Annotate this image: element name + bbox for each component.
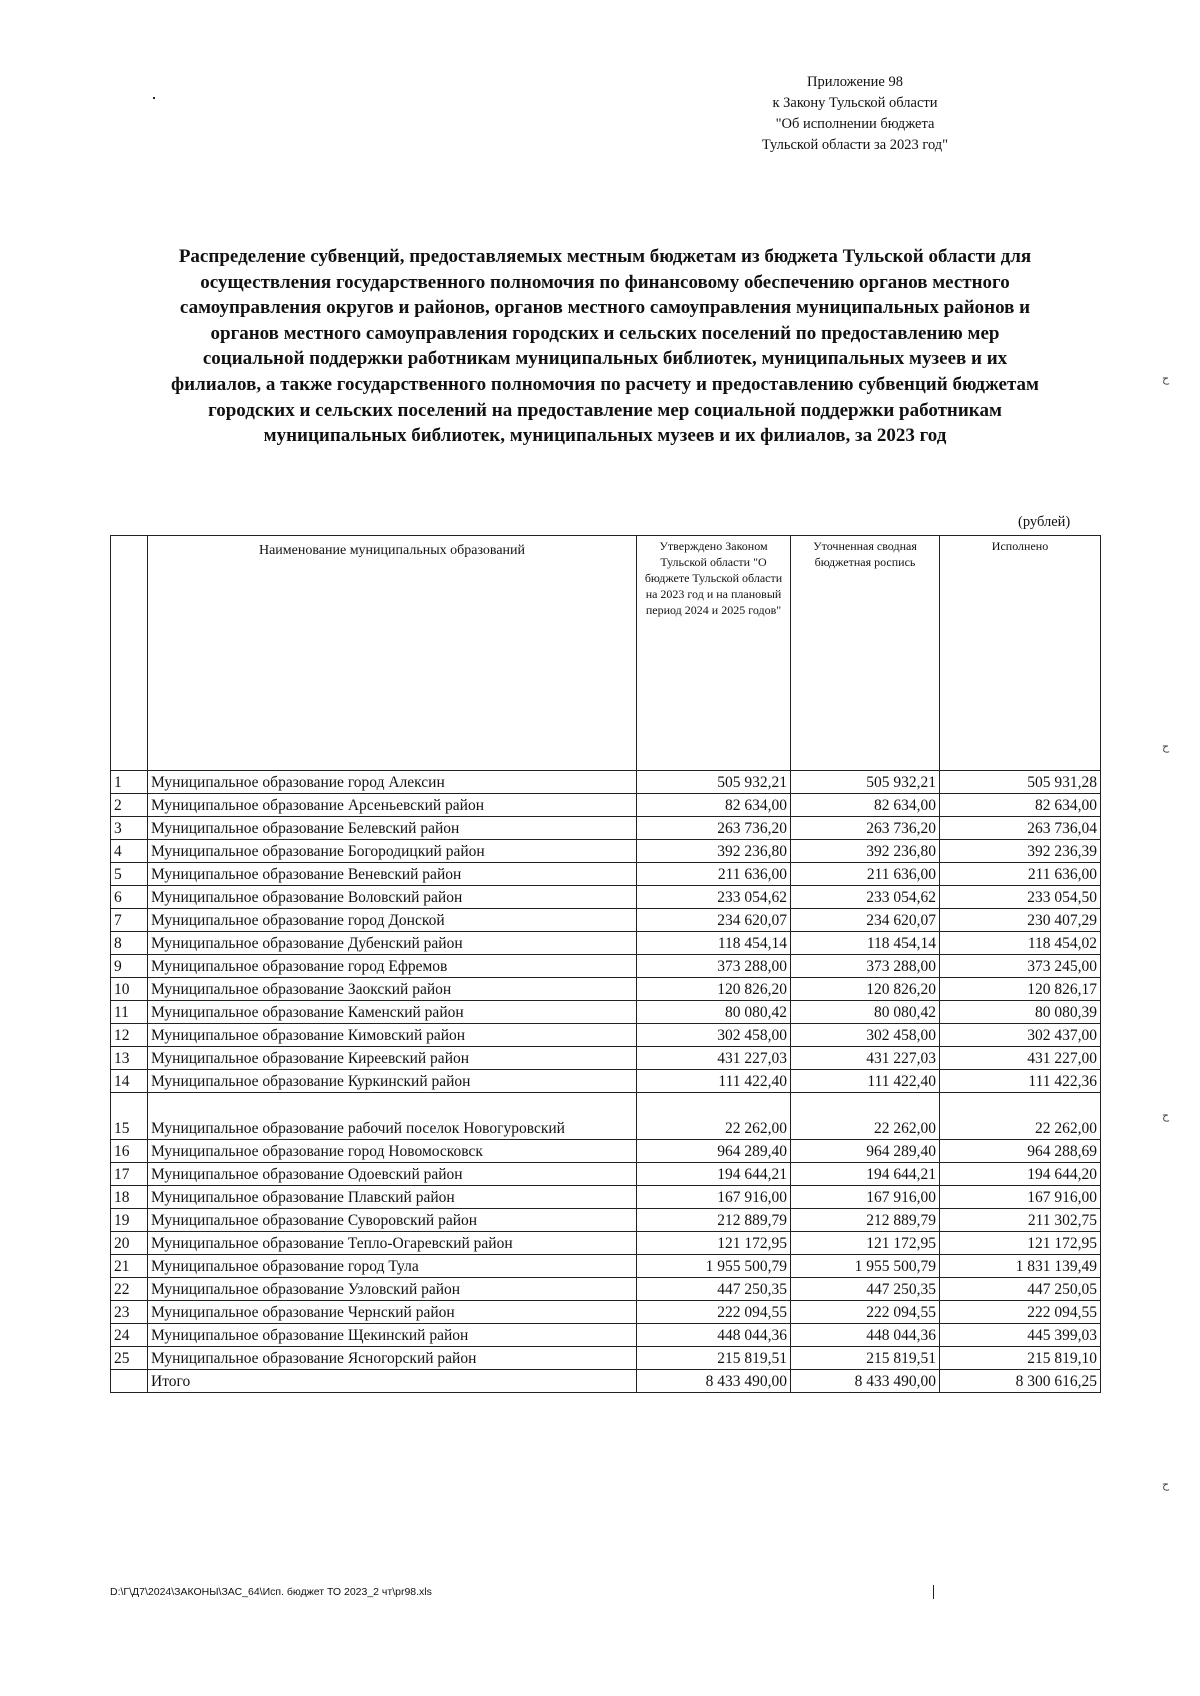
row-executed: 22 262,00 <box>940 1093 1101 1140</box>
table-row <box>111 794 1101 817</box>
appendix-line: Приложение 98 <box>807 74 903 90</box>
table-row <box>111 1163 1101 1186</box>
row-approved: 234 620,07 <box>637 909 791 932</box>
row-name: Муниципальное образование Ясногорский район <box>148 1347 637 1370</box>
table-row <box>111 1347 1101 1370</box>
table-header-row <box>111 536 1101 771</box>
row-number: 24 <box>111 1324 148 1347</box>
appendix-line: "Об исполнении бюджета <box>775 116 935 132</box>
row-revised: 120 826,20 <box>791 978 940 1001</box>
table-row <box>111 771 1101 794</box>
row-approved: 111 422,40 <box>637 1070 791 1093</box>
row-name: Муниципальное образование Плавский район <box>148 1186 637 1209</box>
row-approved: 167 916,00 <box>637 1186 791 1209</box>
row-approved: 215 819,51 <box>637 1347 791 1370</box>
row-approved: 222 094,55 <box>637 1301 791 1324</box>
scan-speck <box>933 1585 934 1599</box>
row-revised: 111 422,40 <box>791 1070 940 1093</box>
row-number: 18 <box>111 1186 148 1209</box>
row-executed: 167 916,00 <box>940 1186 1101 1209</box>
row-revised: 212 889,79 <box>791 1209 940 1232</box>
table-row <box>111 1301 1101 1324</box>
row-executed: 211 636,00 <box>940 863 1101 886</box>
title-line: самоуправления округов и районов, органов местного самоуправления муниципальных районов и <box>179 297 1031 319</box>
row-approved: 80 080,42 <box>637 1001 791 1024</box>
row-revised: 222 094,55 <box>791 1301 940 1324</box>
row-revised: 22 262,00 <box>791 1093 940 1140</box>
row-executed: 431 227,00 <box>940 1047 1101 1070</box>
table-row <box>111 1140 1101 1163</box>
title-line: Распределение субвенций, предоставляемых местным бюджетам из бюджета Тульской области для <box>178 246 1032 267</box>
row-name: Муниципальное образование Суворовский район <box>148 1209 637 1232</box>
row-name: Муниципальное образование Куркинский район <box>148 1070 637 1093</box>
row-executed: 80 080,39 <box>940 1001 1101 1024</box>
row-number: 11 <box>111 1001 148 1024</box>
row-name: Муниципальное образование Щекинский район <box>148 1324 637 1347</box>
row-number: 7 <box>111 909 148 932</box>
table-row <box>111 932 1101 955</box>
row-executed: 373 245,00 <box>940 955 1101 978</box>
appendix-line: Тульской области за 2023 год" <box>761 137 949 153</box>
row-approved: 120 826,20 <box>637 978 791 1001</box>
header-executed: Исполнено <box>940 536 1101 771</box>
row-revised: 431 227,03 <box>791 1047 940 1070</box>
row-approved: 212 889,79 <box>637 1209 791 1232</box>
title-line: осуществления государственного полномочия по финансовому обеспечению органов местного <box>200 271 1010 293</box>
row-executed: 233 054,50 <box>940 886 1101 909</box>
row-name: Муниципальное образование рабочий поселок Новогуровский <box>148 1093 637 1140</box>
row-revised: 448 044,36 <box>791 1324 940 1347</box>
header-index-cell <box>111 536 148 771</box>
table-total-row <box>111 1370 1101 1393</box>
units-label: (рублей) <box>1018 514 1071 530</box>
row-executed: 964 288,69 <box>940 1140 1101 1163</box>
row-revised: 373 288,00 <box>791 955 940 978</box>
row-approved: 505 932,21 <box>637 771 791 794</box>
table-row <box>111 886 1101 909</box>
row-approved: 118 454,14 <box>637 932 791 955</box>
row-revised: 215 819,51 <box>791 1347 940 1370</box>
row-executed: 505 931,28 <box>940 771 1101 794</box>
row-name: Муниципальное образование город Тула <box>148 1255 637 1278</box>
document-title <box>100 244 1110 449</box>
total-label: Итого <box>148 1370 637 1393</box>
table-row <box>111 1255 1101 1278</box>
row-revised: 263 736,20 <box>791 817 940 840</box>
row-executed: 120 826,17 <box>940 978 1101 1001</box>
row-revised: 118 454,14 <box>791 932 940 955</box>
row-number: 22 <box>111 1278 148 1301</box>
row-number: 17 <box>111 1163 148 1186</box>
row-number: 8 <box>111 932 148 955</box>
total-revised: 8 433 490,00 <box>791 1370 940 1393</box>
row-revised: 233 054,62 <box>791 886 940 909</box>
row-name: Муниципальное образование Дубенский район <box>148 932 637 955</box>
row-executed: 121 172,95 <box>940 1232 1101 1255</box>
row-name: Муниципальное образование Киреевский район <box>148 1047 637 1070</box>
row-name: Муниципальное образование Кимовский район <box>148 1024 637 1047</box>
title-line: городских и сельских поселений на предоставление мер социальной поддержки работникам <box>208 399 1002 421</box>
row-name: Муниципальное образование город Новомосковск <box>148 1140 637 1163</box>
total-approved: 8 433 490,00 <box>637 1370 791 1393</box>
appendix-header <box>700 72 1010 156</box>
row-executed: 222 094,55 <box>940 1301 1101 1324</box>
row-approved: 448 044,36 <box>637 1324 791 1347</box>
title-line: муниципальных библиотек, муниципальных музеев и их филиалов, за 2023 год <box>263 425 947 447</box>
row-number: 23 <box>111 1301 148 1324</box>
row-name: Муниципальное образование Узловский район <box>148 1278 637 1301</box>
row-name: Муниципальное образование Воловский район <box>148 886 637 909</box>
row-number: 19 <box>111 1209 148 1232</box>
table-row <box>111 1024 1101 1047</box>
total-index <box>111 1370 148 1393</box>
table-row <box>111 978 1101 1001</box>
row-executed: 118 454,02 <box>940 932 1101 955</box>
row-approved: 431 227,03 <box>637 1047 791 1070</box>
row-revised: 82 634,00 <box>791 794 940 817</box>
row-name: Муниципальное образование Тепло-Огаревский район <box>148 1232 637 1255</box>
scan-mark: ح <box>1162 1110 1170 1122</box>
row-executed: 263 736,04 <box>940 817 1101 840</box>
row-executed: 1 831 139,49 <box>940 1255 1101 1278</box>
total-executed: 8 300 616,25 <box>940 1370 1101 1393</box>
row-executed: 230 407,29 <box>940 909 1101 932</box>
table-row <box>111 817 1101 840</box>
row-name: Муниципальное образование Белевский район <box>148 817 637 840</box>
row-executed: 111 422,36 <box>940 1070 1101 1093</box>
row-approved: 392 236,80 <box>637 840 791 863</box>
row-number: 6 <box>111 886 148 909</box>
table-row <box>111 1186 1101 1209</box>
row-name: Муниципальное образование город Ефремов <box>148 955 637 978</box>
title-line: органов местного самоуправления городских и сельских поселений по предоставлению мер <box>210 322 1000 344</box>
row-revised: 211 636,00 <box>791 863 940 886</box>
header-name: Наименование муниципальных образований <box>148 536 637 771</box>
file-path-footer: D:\Г\Д7\2024\ЗАКОНЫ\ЗАС_64\Исп. бюджет ТО 2023_2 чт\pr98.xls <box>110 1586 432 1598</box>
row-revised: 392 236,80 <box>791 840 940 863</box>
row-executed: 211 302,75 <box>940 1209 1101 1232</box>
row-revised: 167 916,00 <box>791 1186 940 1209</box>
table-row <box>111 955 1101 978</box>
row-approved: 263 736,20 <box>637 817 791 840</box>
row-number: 20 <box>111 1232 148 1255</box>
row-revised: 121 172,95 <box>791 1232 940 1255</box>
appendix-line: к Закону Тульской области <box>772 95 938 111</box>
row-number: 9 <box>111 955 148 978</box>
table-row <box>111 1209 1101 1232</box>
row-number: 4 <box>111 840 148 863</box>
row-number: 12 <box>111 1024 148 1047</box>
row-approved: 22 262,00 <box>637 1093 791 1140</box>
row-name: Муниципальное образование Каменский район <box>148 1001 637 1024</box>
row-approved: 1 955 500,79 <box>637 1255 791 1278</box>
row-revised: 964 289,40 <box>791 1140 940 1163</box>
row-number: 21 <box>111 1255 148 1278</box>
scan-mark: ح <box>1162 741 1170 753</box>
table-row <box>111 1278 1101 1301</box>
row-number: 10 <box>111 978 148 1001</box>
scan-mark: ح <box>1162 1479 1170 1491</box>
row-approved: 82 634,00 <box>637 794 791 817</box>
row-revised: 234 620,07 <box>791 909 940 932</box>
row-number: 1 <box>111 771 148 794</box>
row-revised: 194 644,21 <box>791 1163 940 1186</box>
scan-mark: ح <box>1162 373 1170 385</box>
scan-speck <box>153 97 155 99</box>
row-executed: 302 437,00 <box>940 1024 1101 1047</box>
table-row <box>111 863 1101 886</box>
row-executed: 215 819,10 <box>940 1347 1101 1370</box>
row-name: Муниципальное образование город Алексин <box>148 771 637 794</box>
row-executed: 445 399,03 <box>940 1324 1101 1347</box>
row-approved: 964 289,40 <box>637 1140 791 1163</box>
table-row <box>111 909 1101 932</box>
row-revised: 447 250,35 <box>791 1278 940 1301</box>
row-executed: 392 236,39 <box>940 840 1101 863</box>
table-row <box>111 1232 1101 1255</box>
row-name: Муниципальное образование Заокский район <box>148 978 637 1001</box>
row-number: 3 <box>111 817 148 840</box>
row-approved: 121 172,95 <box>637 1232 791 1255</box>
row-approved: 194 644,21 <box>637 1163 791 1186</box>
subventions-table <box>110 535 1101 1393</box>
row-revised: 1 955 500,79 <box>791 1255 940 1278</box>
table-row <box>111 1001 1101 1024</box>
table-row <box>111 1047 1101 1070</box>
row-approved: 302 458,00 <box>637 1024 791 1047</box>
row-number: 25 <box>111 1347 148 1370</box>
row-number: 16 <box>111 1140 148 1163</box>
row-number: 2 <box>111 794 148 817</box>
row-number: 15 <box>111 1093 148 1140</box>
row-approved: 211 636,00 <box>637 863 791 886</box>
row-approved: 447 250,35 <box>637 1278 791 1301</box>
row-executed: 82 634,00 <box>940 794 1101 817</box>
row-revised: 302 458,00 <box>791 1024 940 1047</box>
row-number: 5 <box>111 863 148 886</box>
row-executed: 194 644,20 <box>940 1163 1101 1186</box>
row-number: 14 <box>111 1070 148 1093</box>
title-line: филиалов, а также государственного полномочия по расчету и предоставлению субвенций бюджетам <box>171 373 1039 395</box>
row-executed: 447 250,05 <box>940 1278 1101 1301</box>
row-approved: 373 288,00 <box>637 955 791 978</box>
row-approved: 233 054,62 <box>637 886 791 909</box>
row-name: Муниципальное образование Чернский район <box>148 1301 637 1324</box>
table-row <box>111 1093 1101 1140</box>
table-row <box>111 1324 1101 1347</box>
header-revised: Уточненная сводная бюджетная роспись <box>791 536 940 771</box>
row-name: Муниципальное образование Богородицкий район <box>148 840 637 863</box>
row-number: 13 <box>111 1047 148 1070</box>
row-name: Муниципальное образование Веневский район <box>148 863 637 886</box>
row-name: Муниципальное образование Арсеньевский район <box>148 794 637 817</box>
row-revised: 505 932,21 <box>791 771 940 794</box>
table-row <box>111 840 1101 863</box>
row-name: Муниципальное образование Одоевский район <box>148 1163 637 1186</box>
row-revised: 80 080,42 <box>791 1001 940 1024</box>
row-name: Муниципальное образование город Донской <box>148 909 637 932</box>
header-approved: Утверждено Законом Тульской области "О бюджете Тульской области на 2023 год и на плановый период 2024 и 2025 годов" <box>637 536 791 771</box>
title-line: социальной поддержки работникам муниципальных библиотек, муниципальных музеев и их <box>202 348 1008 370</box>
table-row <box>111 1070 1101 1093</box>
